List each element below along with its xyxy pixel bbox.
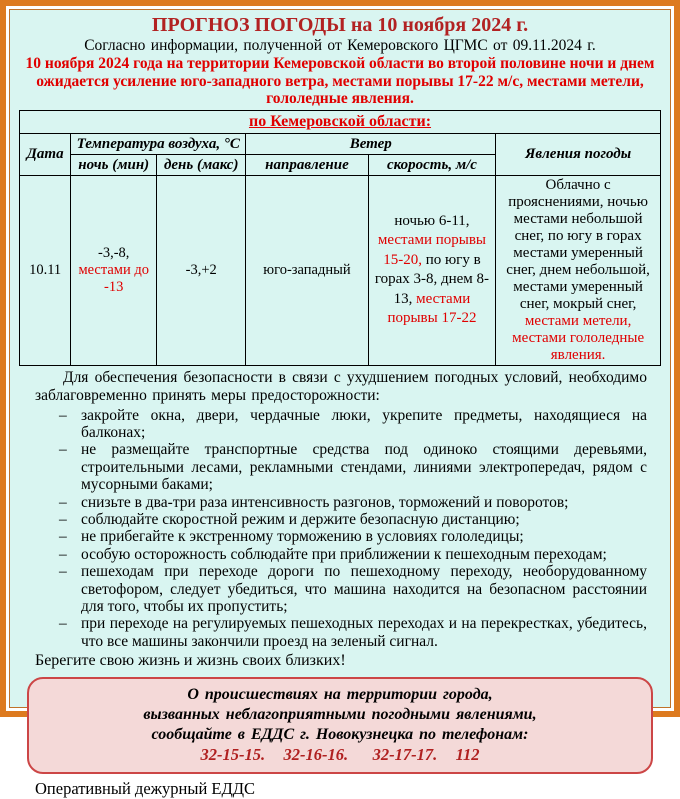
- source-line: Согласно информации, полученной от Кемеровского ЦГМС от 09.11.2024 г.: [84, 37, 596, 54]
- dash-marker: –: [59, 615, 67, 633]
- forecast-table: [19, 110, 661, 366]
- eddc-notice-box: [27, 677, 653, 774]
- phenomena-text: Облачно с прояснениями, ночью местами небольшой снег, по югу в горах местами умеренный снег, днем небольшой, местами умеренный снег, мокрый снег,: [506, 176, 650, 312]
- list-item: [35, 546, 647, 563]
- col-header-speed: скорость, м/с: [368, 154, 496, 175]
- speed-text-1: ночью 6-11,: [394, 212, 470, 229]
- cell-night-temp: [71, 175, 157, 365]
- safety-outro: Берегите свою жизнь и жизнь своих близких!: [35, 652, 346, 670]
- night-temp-value: -3,-8,: [98, 244, 130, 261]
- dash-marker: –: [59, 406, 67, 424]
- cell-wind-direction: юго-западный: [246, 175, 368, 365]
- cell-wind-speed: [368, 175, 496, 365]
- col-header-day-max: день (макс): [157, 154, 246, 175]
- dash-marker: –: [59, 563, 67, 581]
- region-header-text: по Кемеровской области:: [248, 112, 432, 130]
- table-header-row-1: [20, 133, 661, 154]
- safety-list: [35, 407, 647, 651]
- page-title: ПРОГНОЗ ПОГОДЫ на 10 ноября 2024 г.: [151, 14, 529, 36]
- col-header-night-min: ночь (мин): [71, 154, 157, 175]
- col-header-wind: Ветер: [246, 133, 496, 154]
- list-item-text: соблюдайте скоростной режим и держите безопасную дистанцию;: [81, 510, 520, 528]
- list-item-text: не размещайте транспортные средства под одиноко стоящими деревьями, строительными лесами, рекламными стендами, линиями электропередач, рядом с мусорными баками;: [81, 441, 647, 494]
- table-data-row: [20, 175, 661, 365]
- list-item-text: особую осторожность соблюдайте при приближении к пешеходным переходам;: [81, 545, 607, 563]
- list-item: [35, 494, 647, 511]
- col-header-date: Дата: [20, 133, 71, 175]
- col-header-phenomena: Явления погоды: [496, 133, 661, 175]
- table-region-row: [20, 110, 661, 133]
- list-item: [35, 511, 647, 528]
- list-item: [35, 563, 647, 615]
- dash-marker: –: [59, 441, 67, 459]
- cell-day-temp: -3,+2: [157, 175, 246, 365]
- list-item: [35, 407, 647, 442]
- cell-phenomena: [496, 175, 661, 365]
- dash-marker: –: [59, 510, 67, 528]
- warning-paragraph: 10 ноября 2024 года на территории Кемеровской области во второй половине ночи и днем ожидается усиление юго-западного ветра, местами порывы 17-22 м/с, местами метели, гололедные явления.: [25, 55, 655, 107]
- document-body: [9, 9, 671, 799]
- list-item: [35, 615, 647, 650]
- cell-date: 10.11: [20, 175, 71, 365]
- notice-line-2: вызванных неблагоприятными погодными явлениями,: [143, 706, 537, 724]
- col-header-temperature: Температура воздуха, °С: [71, 133, 246, 154]
- list-item-text: не прибегайте к экстренному торможению в условиях гололедицы;: [81, 528, 524, 546]
- list-item-text: пешеходам при переходе дороги по пешеходному переходу, необорудованному светофором, следует убедиться, что машина находится на безопасном расстоянии для того, чтобы их пропустить;: [81, 563, 647, 615]
- speed-gusts-2: местами порывы 17-22: [387, 290, 477, 326]
- dash-marker: –: [59, 545, 67, 563]
- dash-marker: –: [59, 493, 67, 511]
- signature-line: Оперативный дежурный ЕДДС: [35, 779, 256, 799]
- list-item-text: при переходе на регулируемых пешеходных переходах и на перекрестках, убедитесь, что все машины закончили проезд на зеленый сигнал.: [81, 615, 647, 650]
- night-temp-warning: местами до -13: [78, 261, 149, 295]
- speed-gusts-1: местами порывы 15-20,: [377, 232, 486, 268]
- region-header-cell: [20, 110, 661, 133]
- col-header-direction: направление: [246, 154, 368, 175]
- dash-marker: –: [59, 528, 67, 546]
- notice-line-1: О происшествиях на территории города,: [187, 686, 493, 704]
- notice-line-3: сообщайте в ЕДДС г. Новокузнецка по телефонам:: [151, 726, 529, 744]
- safety-intro: Для обеспечения безопасности в связи с ухудшением погодных условий, необходимо заблаговременно принять меры предосторожности:: [35, 368, 647, 404]
- list-item: [35, 528, 647, 545]
- list-item: [35, 441, 647, 493]
- list-item-text: закройте окна, двери, чердачные люки, укрепите предметы, находящиеся на балконах;: [81, 406, 647, 441]
- phenomena-warning: местами метели, местами гололедные явления.: [512, 312, 645, 363]
- list-item-text: снизьте в два-три раза интенсивность разгонов, торможений и поворотов;: [81, 493, 569, 511]
- notice-phone-numbers: 32-15-15. 32-16-16. 32-17-17. 112: [200, 745, 480, 765]
- speed-text-2: по югу в горах 3-8, днем 8-13,: [374, 251, 490, 307]
